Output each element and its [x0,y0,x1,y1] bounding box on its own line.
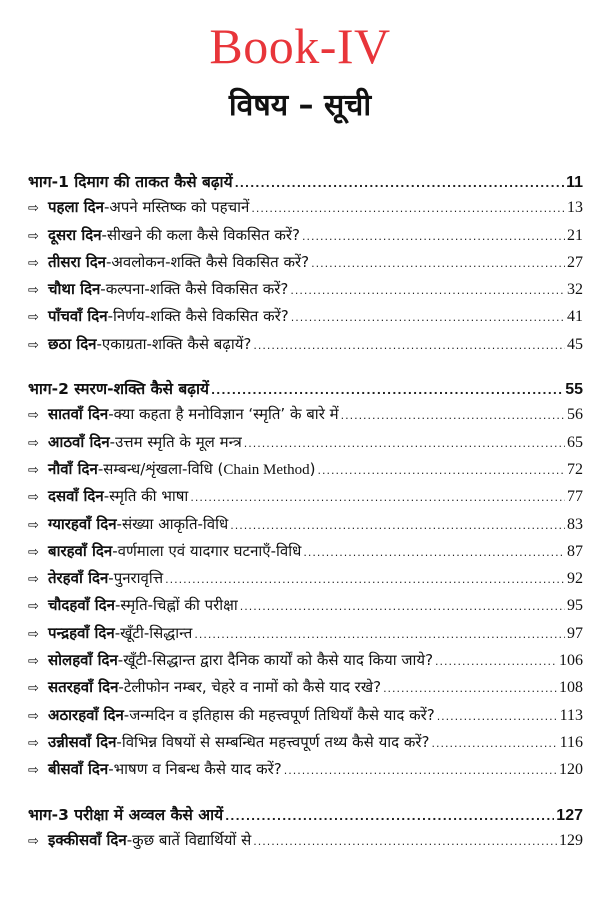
page-number: 92 [567,570,583,588]
day-label: सोलहवाँ दिन [48,651,118,670]
toc-entry[interactable] [28,306,583,333]
day-label: दसवाँ दिन [48,487,104,506]
chapter-title: -अपने मस्तिष्क को पहचानें [103,198,250,217]
dot-leader [341,409,565,422]
page-number: 32 [567,281,583,299]
arrow-right-icon: ⇨ [28,201,39,217]
chapter-title: -स्मृति-चिह्नों की परीक्षा [114,596,238,615]
toc-part-3[interactable] [28,803,583,830]
day-label: चौथा दिन [48,280,101,299]
dot-leader [303,546,565,559]
day-label: पहला दिन [48,198,104,217]
page-number: 11 [566,174,583,191]
day-label: तीसरा दिन [48,252,106,271]
dot-leader [432,737,558,750]
dot-leader [251,202,565,215]
section-gap [28,787,583,803]
dot-leader [225,810,554,823]
day-label: सतरहवाँ दिन [48,678,119,697]
day-label: आठवाँ दिन [48,432,110,451]
day-label: सातवाँ दिन [48,405,109,424]
dot-leader [244,437,565,450]
section-gap [28,361,583,377]
arrow-right-icon: ⇨ [28,763,39,779]
page-number: 21 [567,226,583,244]
page-number: 65 [567,433,583,451]
arrow-right-icon: ⇨ [28,435,39,451]
chapter-title: -विभिन्न विषयों से सम्बन्धित महत्त्वपूर्ण तथ्य कैसे याद करें? [116,732,430,751]
page-number: 55 [565,381,583,399]
day-label: नौवाँ दिन [48,459,98,478]
arrow-right-icon: ⇨ [28,572,39,588]
page-number: 13 [567,199,583,217]
toc-entry[interactable] [28,486,583,513]
page-number: 106 [559,652,583,670]
day-label: छठा दिन [48,334,97,353]
dot-leader [194,628,565,641]
toc-entry[interactable] [28,334,583,361]
page-number: 83 [567,515,583,533]
chapter-title-end: ) [309,459,316,478]
chapter-title: -वर्णमाला एवं यादगार घटनाएँ-विधि [112,541,302,560]
arrow-right-icon: ⇨ [28,681,39,697]
toc-entry[interactable] [28,225,583,252]
chapter-title: -स्मृति की भाषा [103,487,189,506]
chapter-title: -निर्णय-शक्ति कैसे विकसित करें? [107,307,289,326]
arrow-right-icon: ⇨ [28,462,39,478]
dot-leader [235,177,565,190]
toc-part-1[interactable] [28,170,583,197]
arrow-right-icon: ⇨ [28,735,39,751]
arrow-right-icon: ⇨ [28,654,39,670]
arrow-right-icon: ⇨ [28,833,39,849]
dot-leader [165,573,565,586]
dot-leader [318,464,565,477]
toc-entry[interactable] [28,514,583,541]
day-label: उन्नीसवाँ दिन [48,732,117,751]
day-label: पाँचवाँ दिन [48,307,108,326]
page-number: 77 [567,488,583,506]
chapter-title: -एकाग्रता-शक्ति कैसे बढ़ायें? [96,334,252,353]
dot-leader [435,655,557,668]
arrow-right-icon: ⇨ [28,283,39,299]
arrow-right-icon: ⇨ [28,228,39,244]
toc-entry[interactable] [28,732,583,759]
part-title: भाग-1 दिमाग की ताकत कैसे बढ़ायें [28,173,233,191]
toc-entry[interactable] [28,432,583,459]
arrow-right-icon: ⇨ [28,310,39,326]
dot-leader [190,491,565,504]
page-number: 113 [559,706,583,724]
chapter-title: -कुछ बातें विद्यार्थियों से [126,830,252,849]
day-label: दूसरा दिन [48,225,102,244]
arrow-right-icon: ⇨ [28,517,39,533]
dot-leader [311,257,565,270]
part-title: भाग-3 परीक्षा में अव्वल कैसे आयें [28,805,224,824]
day-label: पन्द्रहवाँ दिन [48,623,115,642]
toc-entry[interactable] [28,404,583,431]
day-label: तेरहवाँ दिन [48,569,109,588]
toc-heading: विषय – सूची [228,88,372,123]
toc-entry[interactable] [28,595,583,622]
chapter-title [98,459,316,479]
day-label: अठारहवाँ दिन [48,705,124,724]
toc-entry[interactable] [28,677,583,704]
chapter-title: -उत्तम स्मृति के मूल मन्त्र [109,432,242,451]
book-title: Book-IV [209,18,391,74]
toc-entry[interactable] [28,650,583,677]
dot-leader [253,339,565,352]
page-number: 116 [559,733,583,751]
part-title: भाग-2 स्मरण-शक्ति कैसे बढ़ायें [28,380,209,399]
page-number: 72 [567,460,583,478]
page-number: 120 [559,761,583,779]
dot-leader [284,764,557,777]
toc-entry[interactable] [28,252,583,279]
table-of-contents [28,170,583,857]
dot-leader [302,230,565,243]
dot-leader [437,710,558,723]
day-label: बीसवाँ दिन [48,760,109,779]
toc-entry[interactable] [28,705,583,732]
chapter-title: -सीखने की कला कैसे विकसित करें? [101,225,300,244]
dot-leader [253,835,557,848]
chapter-title: -खूँटी-सिद्धान्त द्वारा दैनिक कार्यों को कैसे याद किया जाये? [117,651,434,670]
page-number: 108 [559,679,583,697]
page-number: 41 [567,308,583,326]
chapter-title: -संख्या आकृति-विधि [116,514,229,533]
arrow-right-icon: ⇨ [28,544,39,560]
toc-entry[interactable] [28,279,583,306]
toc-entry[interactable] [28,759,583,786]
chapter-title: -अवलोकन-शक्ति कैसे विकसित करें? [106,252,310,271]
page-number: 127 [556,806,583,824]
chapter-title: -क्या कहता है मनोविज्ञान ‘स्मृति’ के बारे में [108,405,339,424]
page-number: 27 [567,253,583,271]
arrow-right-icon: ⇨ [28,408,39,424]
chapter-title: -पुनरावृत्ति [108,569,164,588]
chapter-title-latin: Chain Method [223,461,310,478]
toc-entry[interactable] [28,459,583,486]
page-number: 95 [567,597,583,615]
toc-entry[interactable] [28,568,583,595]
toc-entry[interactable] [28,623,583,650]
chapter-title: -कल्पना-शक्ति कैसे विकसित करें? [100,280,289,299]
arrow-right-icon: ⇨ [28,255,39,271]
chapter-title: -टेलीफोन नम्बर, चेहरे व नामों को कैसे याद रखे? [118,678,382,697]
arrow-right-icon: ⇨ [28,337,39,353]
day-label: चौदहवाँ दिन [48,596,115,615]
day-label: बारहवाँ दिन [48,541,113,560]
day-label: ग्यारहवाँ दिन [48,514,117,533]
arrow-right-icon: ⇨ [28,599,39,615]
page-number: 97 [567,624,583,642]
page-number: 56 [567,406,583,424]
chapter-title: -भाषण व निबन्ध कैसे याद करें? [108,760,282,779]
page-number: 45 [567,335,583,353]
dot-leader [383,682,557,695]
dot-leader [290,284,565,297]
dot-leader [230,519,565,532]
chapter-title: -जन्मदिन व इतिहास की महत्त्वपूर्ण तिथियाँ कैसे याद करें? [123,705,435,724]
arrow-right-icon: ⇨ [28,708,39,724]
dot-leader [240,600,565,613]
arrow-right-icon: ⇨ [28,626,39,642]
dot-leader [211,384,563,397]
chapter-title-hindi: -सम्बन्ध/शृंखला-विधि ( [97,459,224,478]
chapter-title: -खूँटी-सिद्धान्त [114,623,193,642]
page-number: 87 [567,542,583,560]
day-label: इक्कीसवाँ दिन [48,830,127,849]
toc-part-2[interactable] [28,377,583,404]
dot-leader [291,311,565,324]
page-number: 129 [559,831,583,849]
arrow-right-icon: ⇨ [28,490,39,506]
toc-entry[interactable] [28,197,583,224]
toc-entry[interactable] [28,541,583,568]
toc-entry[interactable] [28,830,583,857]
